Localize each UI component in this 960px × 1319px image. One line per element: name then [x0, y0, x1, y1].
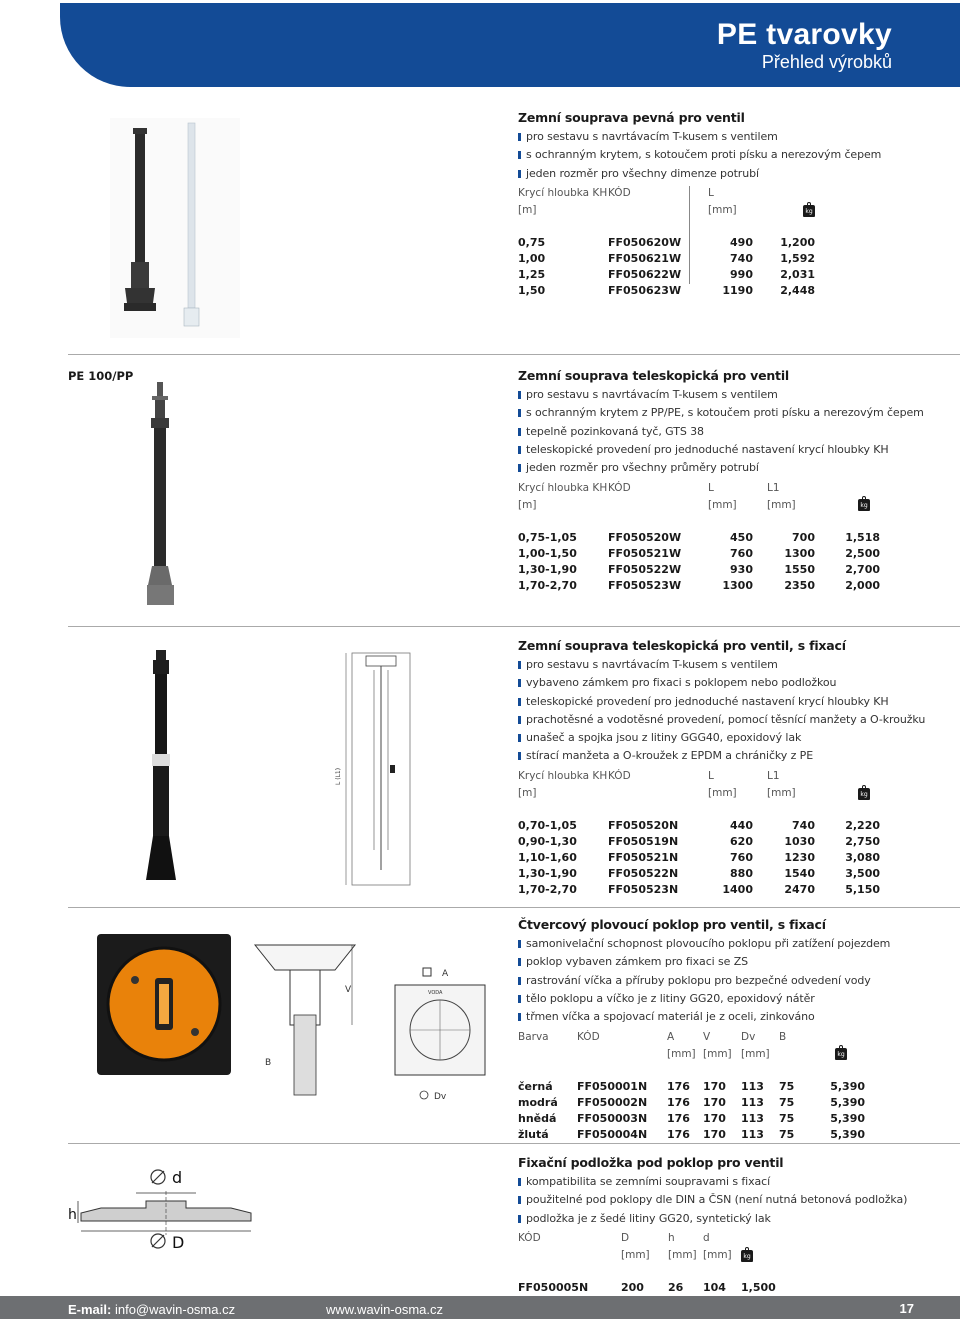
bullet-item: samonivelační schopnost plovoucího poklopu při zatížení pojezdem — [518, 935, 890, 953]
col-unit: [mm] — [708, 787, 737, 800]
table-row: 1,70-2,70 FF050523W 1300 2350 2,000 — [518, 578, 880, 592]
dim-v-label: V — [345, 985, 352, 995]
section-telescopic-fixed-key-set — [518, 638, 925, 898]
telescopic-fixed-drawing — [334, 650, 414, 895]
bullet-item: kompatibilita se zemními soupravami s fixací — [518, 1173, 907, 1191]
separator — [68, 907, 960, 908]
col-unit: [mm] — [668, 1249, 697, 1262]
bullet-item: pro sestavu s navrtávacím T-kusem s ventilem — [518, 386, 924, 404]
col-header: D — [621, 1232, 630, 1245]
col-header: Barva — [518, 1030, 549, 1043]
bullet-list — [518, 386, 924, 477]
section-title: Fixační podložka pod poklop pro ventil — [518, 1155, 784, 1170]
table-row: 1,00 FF050621W 740 1,592 — [518, 252, 815, 266]
section-title: Čtvercový plovoucí poklop pro ventil, s fixací — [518, 917, 826, 932]
dim-a-label: A — [442, 969, 449, 979]
bullet-item: použitelné pod poklopy dle DIN a ČSN (není nutná betonová podložka) — [518, 1191, 907, 1209]
spec-table — [518, 768, 880, 898]
square-cover-section-drawing — [250, 940, 365, 1100]
fixed-key-set-photo — [110, 118, 240, 338]
separator — [68, 354, 960, 355]
bullet-list — [518, 935, 890, 1026]
page-number: 17 — [899, 1301, 914, 1316]
spec-table — [518, 1028, 865, 1142]
weight-icon: kg — [835, 1048, 847, 1060]
section-title: Zemní souprava teleskopická pro ventil — [518, 368, 789, 383]
col-header: KÓD — [608, 770, 631, 783]
col-unit: [m] — [518, 787, 537, 800]
table-row: 0,75-1,05 FF050520W 450 700 1,518 — [518, 530, 880, 544]
telescopic-key-set-photo — [138, 380, 183, 610]
table-row: FF050005N 200 26 104 1,500 — [518, 1281, 776, 1295]
bullet-list — [518, 656, 925, 766]
bullet-item: vybaveno zámkem pro fixaci s poklopem nebo podložkou — [518, 674, 925, 692]
bullet-item: rastrování víčka a příruby poklopu pro bezpečné odvedení vody — [518, 972, 890, 990]
bullet-list — [518, 128, 881, 183]
spec-table — [518, 479, 880, 593]
col-unit: [mm] — [667, 1047, 696, 1060]
bullet-item: s ochranným krytem, s kotoučem proti písku a nerezovým čepem — [518, 146, 881, 164]
col-header: L1 — [767, 770, 780, 783]
bullet-item: tepelně pozinkovaná tyč, GTS 38 — [518, 423, 924, 441]
weight-icon: kg — [858, 499, 870, 511]
bullet-item: jeden rozměr pro všechny průměry potrubí — [518, 459, 924, 477]
square-cover-top-drawing — [390, 965, 490, 1105]
table-row: 0,75 FF050620W 490 1,200 — [518, 236, 815, 250]
table-row: 0,70-1,05 FF050520N 440 740 2,220 — [518, 819, 880, 833]
col-unit: [mm] — [767, 787, 796, 800]
table-row: žlutá FF050004N 176 170 113 75 5,390 — [518, 1127, 865, 1141]
bullet-item: s ochranným krytem z PP/PE, s kotoučem proti písku a nerezovým čepem — [518, 404, 924, 422]
col-header: KÓD — [577, 1030, 600, 1043]
col-header: L — [708, 187, 714, 200]
column-divider — [689, 186, 690, 284]
table-row: 1,25 FF050622W 990 2,031 — [518, 268, 815, 282]
square-cover-photo — [95, 932, 233, 1077]
bullet-item: pro sestavu s navrtávacím T-kusem s ventilem — [518, 656, 925, 674]
col-unit: [m] — [518, 498, 537, 511]
table-row: hnědá FF050003N 176 170 113 75 5,390 — [518, 1111, 865, 1125]
bullet-item: unašeč a spojka jsou z litiny GGG40, epoxidový lak — [518, 729, 925, 747]
table-row: 1,30-1,90 FF050522W 930 1550 2,700 — [518, 562, 880, 576]
footer-email[interactable] — [68, 1302, 235, 1317]
dim-b-label: B — [265, 1058, 272, 1068]
page-header — [0, 0, 960, 90]
page-footer — [0, 1296, 960, 1319]
col-header: Krycí hloubka KH — [518, 187, 608, 200]
col-header: L1 — [767, 481, 780, 494]
col-header: KÓD — [608, 187, 631, 200]
col-unit: [mm] — [708, 204, 737, 217]
col-unit: [mm] — [767, 498, 796, 511]
bullet-item: prachotěsné a vodotěsné provedení, pomocí těsnící manžety a O-kroužku — [518, 711, 925, 729]
table-row: černá FF050001N 176 170 113 75 5,390 — [518, 1079, 865, 1093]
bullet-item: stírací manžeta a O-kroužek z EPDM a chráničky z PE — [518, 747, 925, 765]
section-title: Zemní souprava pevná pro ventil — [518, 110, 745, 125]
col-header: B — [779, 1030, 787, 1043]
table-row: 1,30-1,90 FF050522N 880 1540 3,500 — [518, 867, 880, 881]
col-unit: [mm] — [703, 1047, 732, 1060]
col-header: A — [667, 1030, 675, 1043]
table-row: 1,50 FF050623W 1190 2,448 — [518, 284, 815, 298]
col-header: Krycí hloubka KH — [518, 481, 608, 494]
separator — [68, 626, 960, 627]
table-row: modrá FF050002N 176 170 113 75 5,390 — [518, 1095, 865, 1109]
dim-d-label: d — [172, 1168, 183, 1187]
fixing-plate-drawing — [66, 1163, 266, 1255]
col-unit: [mm] — [741, 1047, 770, 1060]
table-row: 0,90-1,30 FF050519N 620 1030 2,750 — [518, 835, 880, 849]
bullet-item: jeden rozměr pro všechny dimenze potrubí — [518, 165, 881, 183]
table-row: 1,10-1,60 FF050521N 760 1230 3,080 — [518, 851, 880, 865]
separator — [68, 1143, 960, 1144]
section-telescopic-key-set — [518, 368, 924, 593]
dim-h-label: h — [68, 1207, 77, 1223]
section-fixed-key-set — [518, 110, 881, 299]
page-title: PE tvarovky — [716, 18, 892, 51]
material-label: PE 100/PP — [68, 369, 134, 383]
bullet-item: pro sestavu s navrtávacím T-kusem s ventilem — [518, 128, 881, 146]
drawing-dimension-label: L (L1) — [335, 767, 342, 785]
weight-icon: kg — [741, 1250, 753, 1262]
col-header: h — [668, 1232, 675, 1245]
col-unit: [m] — [518, 204, 537, 217]
spec-table — [518, 1230, 781, 1296]
dim-D-label: D — [172, 1233, 185, 1252]
section-fixing-plate — [518, 1155, 907, 1296]
spec-table — [518, 185, 815, 299]
cover-marking: VODA — [428, 990, 443, 996]
weight-icon: kg — [803, 205, 815, 217]
email-label: E-mail: — [68, 1302, 112, 1317]
col-unit: [mm] — [621, 1249, 650, 1262]
section-title: Zemní souprava teleskopická pro ventil, s fixací — [518, 638, 846, 653]
bullet-item: tělo poklopu a víčko je z litiny GG20, epoxidový nátěr — [518, 990, 890, 1008]
bullet-item: podložka je z šedé litiny GG20, syntetický lak — [518, 1210, 907, 1228]
bullet-item: teleskopické provedení pro jednoduché nastavení krycí hloubky KH — [518, 441, 924, 459]
bullet-item: teleskopické provedení pro jednoduché nastavení krycí hloubky KH — [518, 693, 925, 711]
col-header: KÓD — [518, 1232, 541, 1245]
dim-dv-label: Dv — [434, 1092, 447, 1102]
bullet-item: třmen víčka a spojovací materiál je z oceli, zinkováno — [518, 1008, 890, 1026]
col-header: L — [708, 481, 714, 494]
table-row: 1,70-2,70 FF050523N 1400 2470 5,150 — [518, 883, 880, 897]
page-subtitle: Přehled výrobků — [761, 52, 892, 72]
col-header: L — [708, 770, 714, 783]
footer-website-link[interactable]: www.wavin-osma.cz — [326, 1302, 444, 1317]
col-unit: [mm] — [703, 1249, 732, 1262]
table-row: 1,00-1,50 FF050521W 760 1300 2,500 — [518, 546, 880, 560]
col-header: V — [703, 1030, 711, 1043]
telescopic-fixed-key-set-photo — [138, 648, 188, 890]
col-header: Dv — [741, 1030, 756, 1043]
col-header: d — [703, 1232, 710, 1245]
col-unit: [mm] — [708, 498, 737, 511]
bullet-list — [518, 1173, 907, 1228]
bullet-item: poklop vybaven zámkem pro fixaci se ZS — [518, 953, 890, 971]
col-header: Krycí hloubka KH — [518, 770, 608, 783]
email-link[interactable]: info@wavin-osma.cz — [114, 1302, 236, 1317]
col-header: KÓD — [608, 481, 631, 494]
weight-icon: kg — [858, 788, 870, 800]
section-square-cover — [518, 917, 890, 1142]
